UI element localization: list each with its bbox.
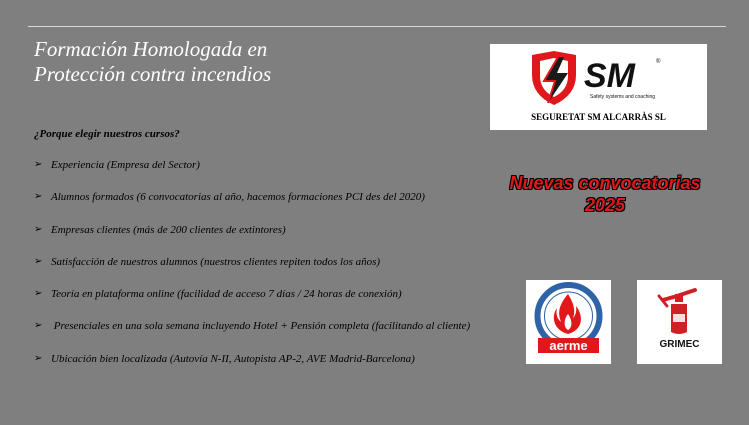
- arrow-bullet-icon: ➢: [34, 159, 43, 170]
- arrow-bullet-icon: ➢: [34, 320, 43, 332]
- sm-mark-text: SM: [584, 57, 635, 95]
- list-item: ➢ Satisfacción de nuestros alumnos (nuestros clientes repiten todos los años): [34, 255, 381, 268]
- arrow-bullet-icon: ➢: [34, 255, 43, 267]
- sm-registered-mark: ®: [656, 59, 661, 65]
- announcement-line-2: 2025: [584, 195, 626, 215]
- section-question: ¿Porque elegir nuestros cursos?: [34, 128, 180, 140]
- list-item: ➢ Experiencia (Empresa del Sector): [34, 159, 200, 171]
- aerme-flame-logo-icon: [526, 280, 611, 364]
- top-divider: [28, 26, 726, 27]
- list-item: ➢ Teoría en plataforma online (facilidad de acceso 7 días / 24 horas de conexión): [34, 288, 402, 301]
- announcement: [487, 172, 723, 216]
- fire-extinguisher-icon: [637, 280, 722, 340]
- list-item: ➢ Ubicación bien localizada (Autovía N-II, Autopista AP-2, AVE Madrid-Barcelona): [34, 352, 415, 365]
- page-title: [34, 37, 271, 87]
- sm-tagline: Safety systems and coaching: [590, 94, 656, 100]
- arrow-bullet-icon: ➢: [34, 352, 43, 364]
- list-item: ➢ Alumnos formados (6 convocatorias al año, hacemos formaciones PCI des del 2020): [34, 191, 425, 204]
- title-line-2: Protección contra incendios: [34, 62, 272, 86]
- aerme-label: aerme: [549, 338, 588, 353]
- announcement-line-1: Nuevas convocatorias: [509, 173, 701, 193]
- grimec-logo: [637, 280, 722, 364]
- list-item: ➢ Empresas clientes (más de 200 clientes de extintores): [34, 223, 286, 236]
- arrow-bullet-icon: ➢: [34, 288, 43, 300]
- reasons-list: [34, 158, 470, 384]
- grimec-label: GRIMEC: [659, 339, 700, 350]
- sm-shield-logo-icon: [528, 49, 668, 109]
- title-line-1: Formación Homologada en: [34, 37, 268, 61]
- sm-company-name: SEGURETAT SM ALCARRÀS SL: [531, 112, 666, 122]
- arrow-bullet-icon: ➢: [34, 191, 43, 203]
- sm-logo: [490, 44, 707, 130]
- aerme-logo: [526, 280, 611, 364]
- arrow-bullet-icon: ➢: [34, 223, 43, 235]
- list-item: ➢ Presenciales en una sola semana incluyendo Hotel + Pensión completa (facilitando al cliente): [34, 320, 471, 333]
